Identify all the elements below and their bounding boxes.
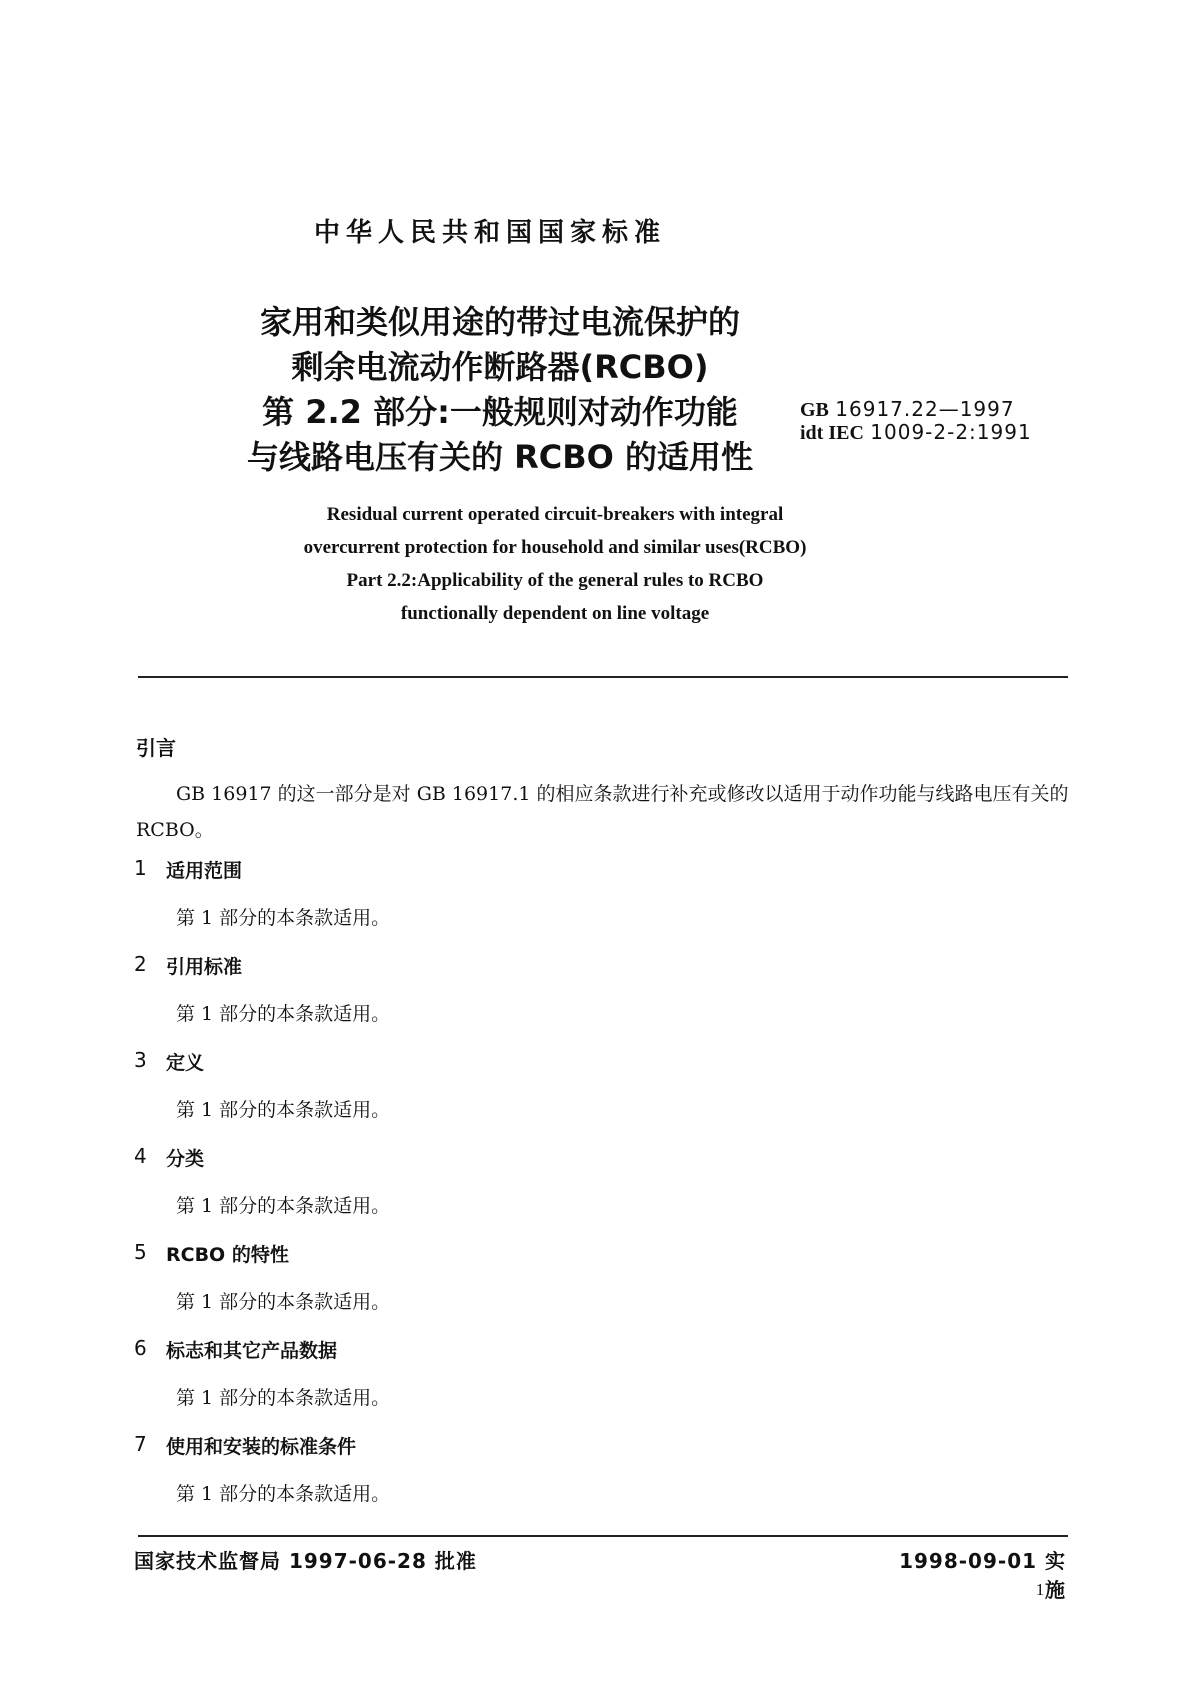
section-number: 4: [134, 1144, 147, 1168]
sections-list: [134, 856, 1064, 1528]
section-number: 7: [134, 1432, 147, 1456]
idt-code: [800, 421, 1032, 444]
section-heading: 标志和其它产品数据: [166, 1340, 338, 1362]
section-1: [134, 856, 1064, 952]
english-title-line: overcurrent protection for household and similar uses(RCBO): [303, 537, 807, 558]
gb-prefix: GB: [800, 399, 829, 421]
intro-text: GB 16917 的这一部分是对 GB 16917.1 的相应条款进行补充或修改以适用于动作功能与线路电压有关的 RCBO。: [136, 783, 1069, 841]
section-5: [134, 1240, 1064, 1336]
idt-prefix: idt IEC: [800, 422, 864, 444]
approval-date: 国家技术监督局 1997-06-28 批准: [134, 1549, 477, 1573]
section-2: [134, 952, 1064, 1048]
national-standard-header: 中华人民共和国国家标准: [313, 218, 666, 248]
section-7: [134, 1432, 1064, 1528]
section-body: 第 1 部分的本条款适用。: [176, 1099, 391, 1121]
english-title-line: Part 2.2:Applicability of the general rules to RCBO: [346, 570, 764, 591]
section-body: 第 1 部分的本条款适用。: [176, 1195, 391, 1217]
section-body: 第 1 部分的本条款适用。: [176, 907, 391, 929]
chinese-title-line: 与线路电压有关的 RCBO 的适用性: [246, 438, 753, 476]
section-number: 2: [134, 952, 147, 976]
standard-code: [800, 398, 1032, 444]
gb-code: [800, 398, 1032, 421]
section-heading: 引用标准: [166, 956, 243, 978]
section-body: 第 1 部分的本条款适用。: [176, 1387, 391, 1409]
section-4: [134, 1144, 1064, 1240]
intro-heading: 引言: [136, 736, 176, 760]
section-number: 6: [134, 1336, 147, 1360]
gb-number: 16917.22—1997: [835, 397, 1015, 421]
page-number: 1: [1035, 1580, 1045, 1599]
chinese-title: [240, 300, 760, 480]
section-heading: 适用范围: [166, 860, 243, 882]
section-number: 3: [134, 1048, 147, 1072]
implementation-date: 1998-09-01 实施: [899, 1549, 1066, 1602]
section-heading: 分类: [166, 1148, 205, 1170]
section-number: 5: [134, 1240, 147, 1264]
chinese-title-line: 第 2.2 部分:一般规则对动作功能: [262, 393, 738, 431]
english-title-line: functionally dependent on line voltage: [400, 603, 710, 624]
chinese-title-line: 剩余电流动作断路器(RCBO): [291, 348, 709, 386]
section-heading: 定义: [166, 1052, 205, 1074]
section-body: 第 1 部分的本条款适用。: [176, 1483, 391, 1505]
chinese-title-line: 家用和类似用途的带过电流保护的: [259, 303, 740, 341]
section-heading: 使用和安装的标准条件: [166, 1436, 357, 1458]
english-title: [130, 498, 980, 630]
bottom-divider: [138, 1535, 1068, 1537]
idt-number: 1009-2-2:1991: [870, 420, 1032, 444]
section-body: 第 1 部分的本条款适用。: [176, 1003, 391, 1025]
section-3: [134, 1048, 1064, 1144]
section-6: [134, 1336, 1064, 1432]
english-title-line: Residual current operated circuit-breakers with integral: [326, 504, 784, 525]
section-heading: RCBO 的特性: [166, 1244, 289, 1266]
section-number: 1: [134, 856, 147, 880]
section-body: 第 1 部分的本条款适用。: [176, 1291, 391, 1313]
top-divider: [138, 676, 1068, 678]
